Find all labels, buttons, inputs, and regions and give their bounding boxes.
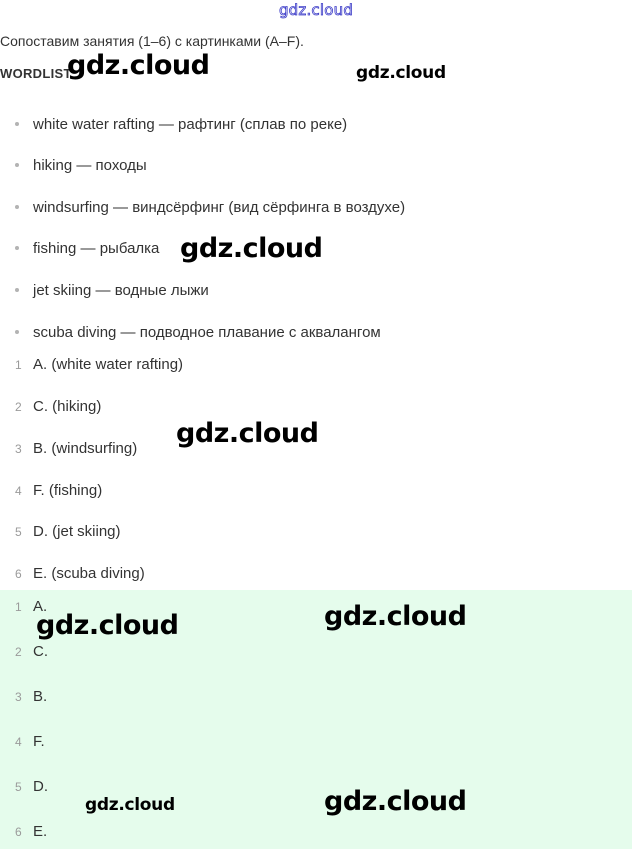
wordlist-item: jet skiing — водные лыжи [15, 282, 209, 299]
match-item: 5 D. (jet skiing) [15, 523, 121, 540]
bullet-icon [15, 288, 19, 292]
watermark: gdz.cloud [180, 233, 323, 264]
answer-item: 1 A. [15, 598, 48, 615]
bullet-icon [15, 122, 19, 126]
wordlist-item: scuba diving — подводное плавание с аквалангом [15, 324, 381, 341]
wordlist-item: windsurfing — виндсёрфинг (вид сёрфинга в воздухе) [15, 199, 405, 216]
bullet-icon [15, 205, 19, 209]
wordlist-heading: WORDLIST [0, 66, 72, 81]
watermark: gdz.cloud [176, 418, 319, 449]
answer-item: 3 B. [15, 688, 48, 705]
watermark: gdz.cloud [36, 610, 179, 641]
match-item: 6 E. (scuba diving) [15, 565, 145, 582]
answer-item: 6 E. [15, 823, 48, 840]
bullet-icon [15, 246, 19, 250]
answer-item: 4 F. [15, 733, 45, 750]
answer-item: 2 C. [15, 643, 48, 660]
bullet-icon [15, 163, 19, 167]
wordlist-item: fishing — рыбалка [15, 240, 159, 257]
watermark: gdz.cloud [85, 795, 175, 815]
watermark-top: gdz.cloud [278, 1, 354, 19]
watermark: gdz.cloud [324, 601, 467, 632]
wordlist-item: hiking — походы [15, 157, 147, 174]
watermark: gdz.cloud [324, 786, 467, 817]
watermark: gdz.cloud [67, 50, 210, 81]
match-item: 4 F. (fishing) [15, 482, 103, 499]
watermark: gdz.cloud [356, 63, 446, 83]
task-instruction: Сопоставим занятия (1–6) с картинками (A–F). [0, 33, 304, 49]
match-item: 2 C. (hiking) [15, 398, 102, 415]
answer-item: 5 D. [15, 778, 48, 795]
match-item: 3 B. (windsurfing) [15, 440, 138, 457]
bullet-icon [15, 330, 19, 334]
match-item: 1 A. (white water rafting) [15, 356, 184, 373]
wordlist-item: white water rafting — рафтинг (сплав по реке) [15, 116, 347, 133]
